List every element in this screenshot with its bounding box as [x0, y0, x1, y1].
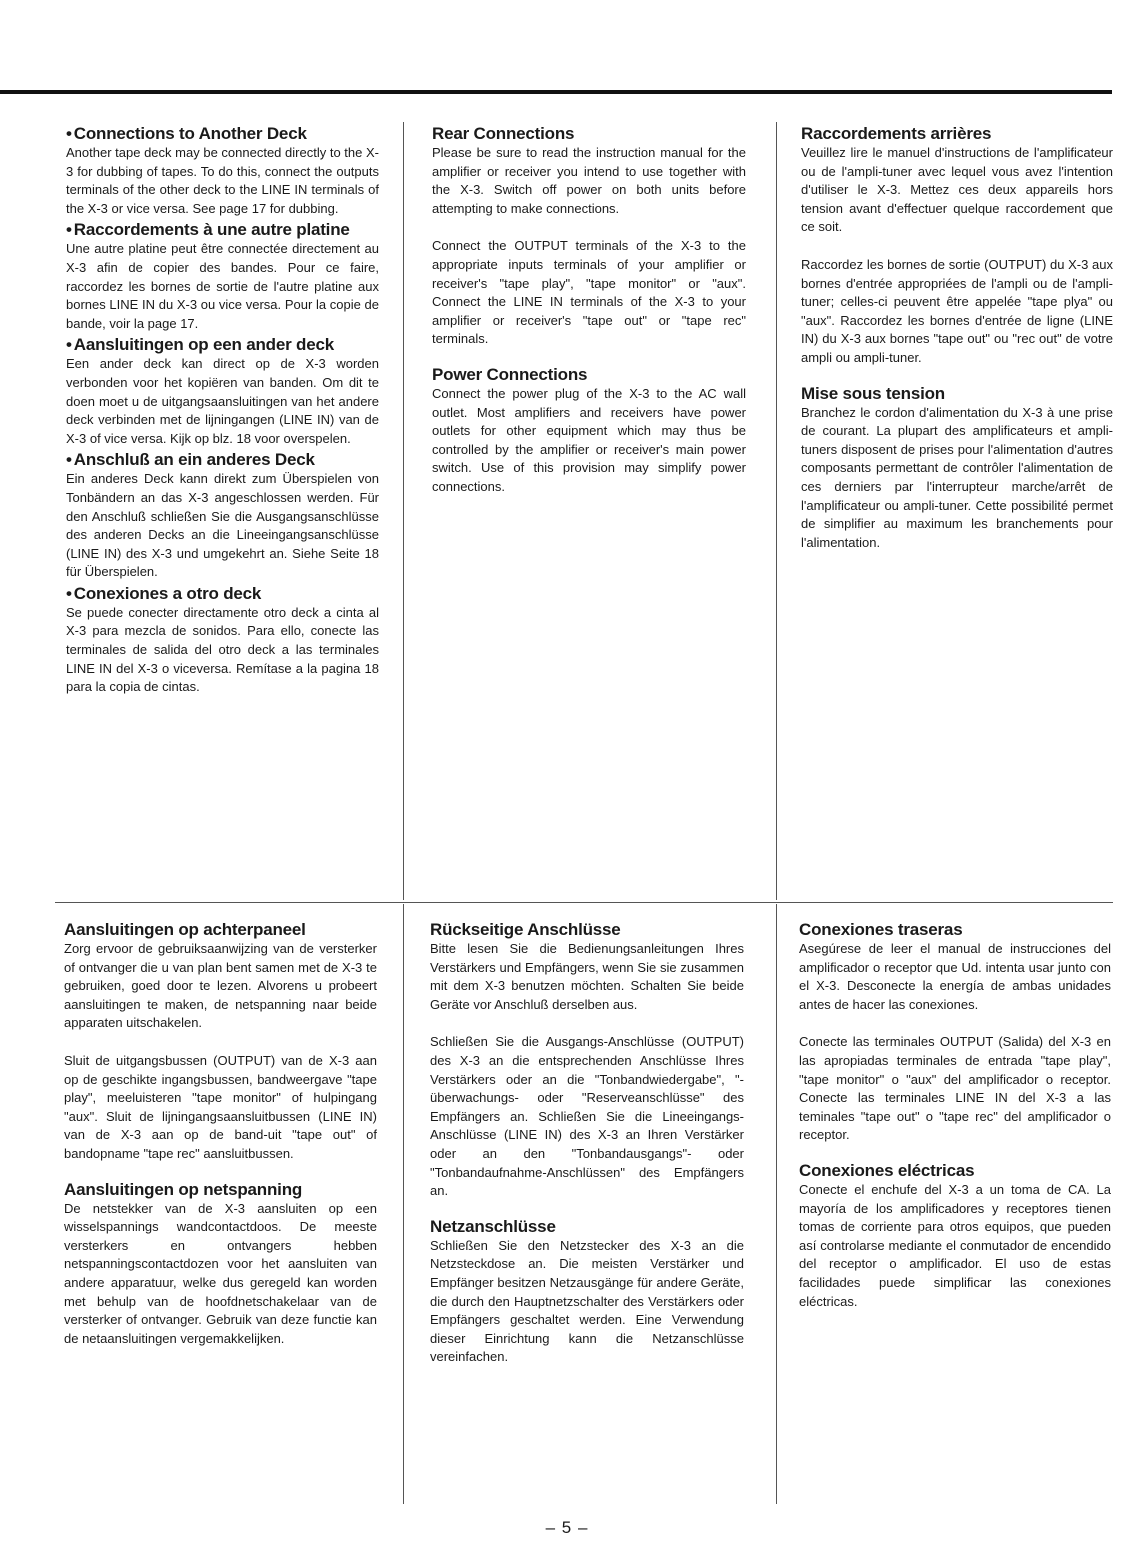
text-power-connections: Connect the power plug of the X-3 to the AC wall outlet. Most amplifiers and receivers have power outlets for other equipment which may thus be controlled by the amplifier or receiver's main power switch. Use of this provision may simplify power connections. — [432, 385, 746, 494]
text-connections-another-deck: Another tape deck may be connected directly to the X-3 for dubbing of tapes. To do this, connect the outputs terminals of the other deck to the LINE IN terminals of the X-3 or vice versa. See page 17 for dubbing. — [66, 145, 379, 216]
column-english — [432, 124, 746, 497]
heading-rueckseitige-anschluesse: Rückseitige Anschlüsse — [430, 920, 621, 939]
heading-raccordements-autre-platine: • Raccordements à une autre platine — [66, 220, 379, 240]
column-divider — [776, 904, 777, 1504]
heading-conexiones-traseras: Conexiones traseras — [799, 920, 963, 939]
text-mise-sous-tension: Branchez le cordon d'alimentation du X-3 à une prise de courant. La plupart des amplificateurs et ampli-tuners disposent de prises pour l'alimentation d'autres composants permettant de contrôler l'alimentation de ces derniers par l'interrupteur marche/arrêt de l'amplificateur ou ampli-tuner. Cette possibilité permet de simplifier au maximum les branchements pour l'alimentation. — [801, 404, 1113, 550]
column-divider — [403, 122, 404, 900]
text-anschluss-anderes-deck: Ein anderes Deck kann direkt zum Überspielen von Tonbändern an das X-3 angeschlossen werden. Für den Anschluß schließen Sie die Ausgangsanschlüsse des anderen Decks an die Lineeingangsanschlüsse (LINE IN) des X-3 und umgekehrt an. Siehe Seite 18 für Überspielen. — [66, 471, 379, 580]
heading-raccordements-arrieres: Raccordements arrières — [801, 124, 992, 143]
text-rueckseitige-anschluesse-intro: Bitte lesen Sie die Bedienungsanleitungen Ihres Verstärkers und Empfängers, wenn Sie sie zusammen mit dem X-3 benutzen möchten. Schalten Sie beide Geräte vor Anschluß derselben aus. — [430, 941, 744, 1012]
heading-mise-sous-tension: Mise sous tension — [801, 383, 945, 403]
heading-netzanschluesse: Netzanschlüsse — [430, 1216, 556, 1236]
text-raccordements-arrieres-bornes: Raccordez les bornes de sortie (OUTPUT) du X-3 aux bornes d'entrée appropriées de l'ampli ou de l'ampli-tuner; celles-ci peuvent être appelée "tape plya" ou "aux". Raccordez les bornes d'entrée de ligne (LINE IN) du X-3 aux bornes "tape out" ou "rec out" de votre ampli ou ampli-tuner. — [801, 256, 1113, 365]
heading-conexiones-otro-deck: • Conexiones a otro deck — [66, 584, 379, 604]
column-deck-connections — [66, 124, 379, 697]
top-rule — [0, 90, 1112, 94]
text-raccordements-autre-platine: Une autre platine peut être connectée directement au X-3 afin de copier des bandes. Pour ce faire, raccordez les bornes de sortie de l'autre platine aux bornes LINE IN du X-3 ou vice versa. Pour la copie de bande, voir la page 17. — [66, 241, 379, 331]
column-french — [801, 124, 1113, 552]
text-aansluitingen-ander-deck: Een ander deck kan direct op de X-3 worden verbonden voor het kopiëren van banden. Om dit te doen moet u de uitgangsaansluitingen van het andere deck verbinden met de lijningangen (LINE IN) van de X-3 of vice versa. Kijk op blz. 18 voor overspelen. — [66, 356, 379, 446]
text-raccordements-arrieres-intro: Veuillez lire le manuel d'instructions de l'amplificateur ou de l'ampli-tuner avec lequel vous avez l'intention d'utiliser le X-3. Mettez ces deux appareils hors tension avant d'effectuer quelque raccordement que ce soit. — [801, 145, 1113, 235]
text-conexiones-electricas: Conecte el enchufe del X-3 a un toma de CA. La mayoría de los amplificadores y receptores tienen tomas de corriente para otros equipos, que pueden así controlarse mediante el conmutador de encendido del receptor o amplificador. El uso de estas facilidades puede simplificar las conexiones eléctricas. — [799, 1181, 1111, 1309]
text-rueckseitige-anschluesse-ausgang: Schließen Sie die Ausgangs-Anschlüsse (OUTPUT) des X-3 an die entsprechenden Anschlüsse Ihres Verstärkers oder an die "Tonbandwiedergabe", "-überwachungs- oder "Reserveanschlüsse" des Empfängers an. Schließen Sie die Lineeingangs-Anschlüsse (LINE IN) des X-3 an Ihren Verstärker oder an den "Tonbandausgangs"- oder "Tonbandaufnahme-Anschlüssen" des Empfängers an. — [430, 1034, 744, 1199]
heading-conexiones-electricas: Conexiones eléctricas — [799, 1160, 975, 1180]
text-conexiones-traseras-intro: Asegúrese de leer el manual de instrucciones del amplificador o receptor que Ud. intenta usar junto con el X-3. Desconecte la energía de ambas unidades antes de hacer las conexiones. — [799, 941, 1111, 1012]
heading-connections-another-deck: • Connections to Another Deck — [66, 124, 379, 144]
heading-power-connections: Power Connections — [432, 364, 588, 384]
heading-aansluitingen-ander-deck: • Aansluitingen op een ander deck — [66, 335, 379, 355]
text-rear-connections-intro: Please be sure to read the instruction manual for the amplifier or receiver you intend to use together with the X-3. Switch off power on both units before attempting to make connections. — [432, 145, 746, 216]
column-divider — [403, 904, 404, 1504]
column-spanish — [799, 920, 1111, 1311]
text-aansluitingen-netspanning: De netstekker van de X-3 aansluiten op een wisselspannings wandcontactdoos. De meeste versterkers en ontvangers hebben netspanningscontactdozen voor het aansluiten van andere apparatuur, welke dus geregeld kan worden met behulp van de hoofdnetschakelaar van de versterker of ontvanger. Gebruik van deze functie kan de netaansluitingen vergemakkelijken. — [64, 1200, 377, 1346]
column-german — [430, 920, 744, 1367]
text-aansluitingen-achterpaneel-intro: Zorg ervoor de gebruiksaanwijzing van de versterker of ontvanger die u van plan bent samen met de X-3 te gebruiken, goed door te lezen. Alvorens u probeert aansluitingen te maken, de netspanning naar beide apparaten uitschakelen. — [64, 941, 377, 1031]
text-conexiones-traseras-terminales: Conecte las terminales OUTPUT (Salida) del X-3 en las apropiadas terminales de entrada "tape play", "tape monitor" o "aux" del amplificador o receptor. Conecte las terminales LINE IN del X-3 a las teminales "tape out" o "tape rec" del amplificador o receptor. — [799, 1034, 1111, 1143]
text-netzanschluesse: Schließen Sie den Netzstecker des X-3 an die Netzsteckdose an. Die meisten Verstärker und Empfänger besitzen Netzausgänge für andere Geräte, die durch den Hauptnetzschalter des Verstärkers oder Empfängers geschaltet werden. Eine Verwendung dieser Einrichtung kann die Netzanschlüsse vereinfachen. — [430, 1237, 744, 1365]
section-divider — [55, 902, 1113, 903]
heading-rear-connections: Rear Connections — [432, 124, 575, 143]
text-rear-connections-terminals: Connect the OUTPUT terminals of the X-3 to the appropriate inputs terminals of your amplifier or receiver's "tape play", "tape monitor" or "aux". Connect the LINE IN terminals of the X-3 to your amplifier or receiver's "tape out" or "tape rec" terminals. — [432, 238, 746, 347]
column-divider — [776, 122, 777, 900]
page-number: – 5 – — [545, 1518, 589, 1537]
column-dutch — [64, 920, 377, 1348]
text-conexiones-otro-deck: Se puede conecter directamente otro deck a cinta al X-3 para mezcla de sonidos. Para ello, conecte las terminales de salida del otro deck a las terminales LINE IN del X-3 o viceversa. Remítase a la pagina 18 para la copia de cintas. — [66, 604, 379, 695]
heading-aansluitingen-netspanning: Aansluitingen op netspanning — [64, 1179, 303, 1199]
text-aansluitingen-achterpaneel-bussen: Sluit de uitgangsbussen (OUTPUT) van de X-3 aan op de geschikte ingangsbussen, bandweergave "tape play", meeluisteren "tape monitor" of hulpingang "aux". Sluit de lijningangsaansluitbussen (LINE IN) van de X-3 aan op de band-uit "tape out" of bandopname "tape rec" aansluitbussen. — [64, 1052, 377, 1161]
heading-anschluss-anderes-deck: • Anschluß an ein anderes Deck — [66, 450, 379, 470]
heading-aansluitingen-achterpaneel: Aansluitingen op achterpaneel — [64, 920, 306, 939]
